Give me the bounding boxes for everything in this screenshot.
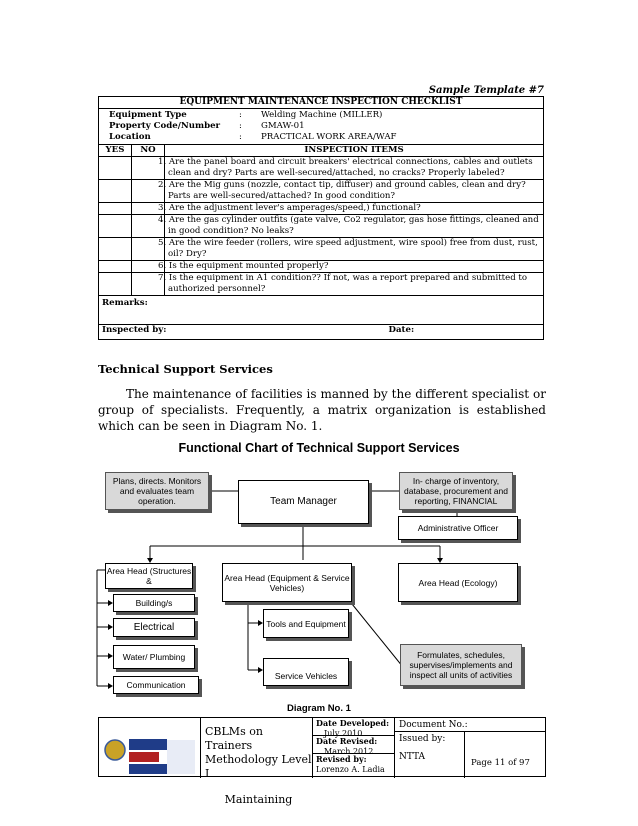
checklist-row: 7. Is the equipment in A1 condition?? If not, was a report prepared and submitted to authorized personnel? <box>99 273 544 296</box>
box-service-vehicles: Service Vehicles <box>263 658 349 686</box>
info-equipment-type: Equipment Type : Welding Machine (MILLER) <box>109 110 383 120</box>
course-title-line2: Methodology Level I <box>205 753 312 780</box>
checklist-row: 5. Are the wire feeder (rollers, wire speed adjustment, wire spool) free from dust, rust, oil? Dry? <box>99 238 544 261</box>
sample-template-label: Sample Template #7 <box>428 85 544 96</box>
course-title-line1: CBLMs on Trainers <box>205 725 263 752</box>
document-footer <box>98 717 546 806</box>
checklist-row: 1. Are the panel board and circuit breakers' electrical connections, cables and outlets clean and dry? Parts are well-secured/attached, no cracks? Properly labeled? <box>99 157 544 180</box>
date-developed-cell: Date Developed: July 2010 <box>313 718 394 736</box>
col-yes-header: YES <box>99 145 132 157</box>
ntta-tesda-logo-icon <box>99 718 199 776</box>
diagram-caption: Diagram No. 1 <box>287 703 351 714</box>
box-electrical: Electrical <box>113 618 195 637</box>
box-area-head-structures: Area Head (Structures & <box>105 563 193 589</box>
checklist-row: 2. Are the Mig guns (nozzle, contact tip, diffuser) and ground cables, clean and dry? Parts are well-secured/attached? In good condition? <box>99 180 544 203</box>
box-water-plumbing: Water/ Plumbing <box>113 645 195 669</box>
info-location: Location : PRACTICAL WORK AREA/WAF <box>109 132 397 142</box>
box-administrative-officer: Administrative Officer <box>398 516 518 540</box>
remarks-row: Remarks: <box>99 296 544 325</box>
note-area-head-duties: Formulates, schedules, supervises/implements and inspect all units of activities <box>400 644 522 686</box>
issuer-name: NTTA <box>399 752 426 762</box>
page-number: Page 11 of 97 <box>471 758 530 768</box>
info-property-code: Property Code/Number : GMAW-01 <box>109 121 305 131</box>
date-revised-cell: Date Revised: March 2012 <box>313 736 394 754</box>
note-admin-duties: In- charge of inventory, database, procurement and reporting, FINANCIAL <box>399 472 513 510</box>
checklist-row: 3. Are the adjustment lever's amperages/speed,) functional? <box>99 203 544 215</box>
checklist-title: EQUIPMENT MAINTENANCE INSPECTION CHECKLIST <box>99 97 544 109</box>
chart-title: Functional Chart of Technical Support Services <box>178 441 460 455</box>
date-label: Date: <box>388 325 415 335</box>
box-tools-equipment: Tools and Equipment <box>263 609 349 638</box>
body-paragraph: The maintenance of facilities is manned by the different specialist or group of specialists. Frequently, a matrix organization is established which can be seen in Diagram No. 1. <box>98 387 546 433</box>
checklist-row: 4. Are the gas cylinder outfits (gate valve, Co2 regulator, gas hose fittings, cleaned and in good condition? No leaks? <box>99 215 544 238</box>
col-no-header: NO <box>132 145 165 157</box>
revised-by-cell: Revised by: Lorenzo A. Ladia <box>316 754 385 774</box>
course-title-line3: Maintaining <box>224 793 293 806</box>
section-heading: Technical Support Services <box>98 362 273 376</box>
note-team-manager-duties: Plans, directs. Monitors and evaluates team operation. <box>105 472 209 510</box>
logo-cell <box>99 718 201 778</box>
document-number-cell: Document No.: <box>395 718 545 732</box>
issued-by-label: Issued by: <box>399 734 446 744</box>
box-area-head-ecology: Area Head (Ecology) <box>398 563 518 602</box>
checklist-row: 6. Is the equipment mounted properly? <box>99 261 544 273</box>
box-team-manager: Team Manager <box>238 480 369 524</box>
box-communication: Communication <box>113 676 199 694</box>
col-items-header: INSPECTION ITEMS <box>165 145 544 157</box>
box-buildings: Building/s <box>113 594 195 612</box>
inspected-by-label: Inspected by: <box>102 325 167 335</box>
box-area-head-equipment: Area Head (Equipment & Service Vehicles) <box>222 563 352 602</box>
